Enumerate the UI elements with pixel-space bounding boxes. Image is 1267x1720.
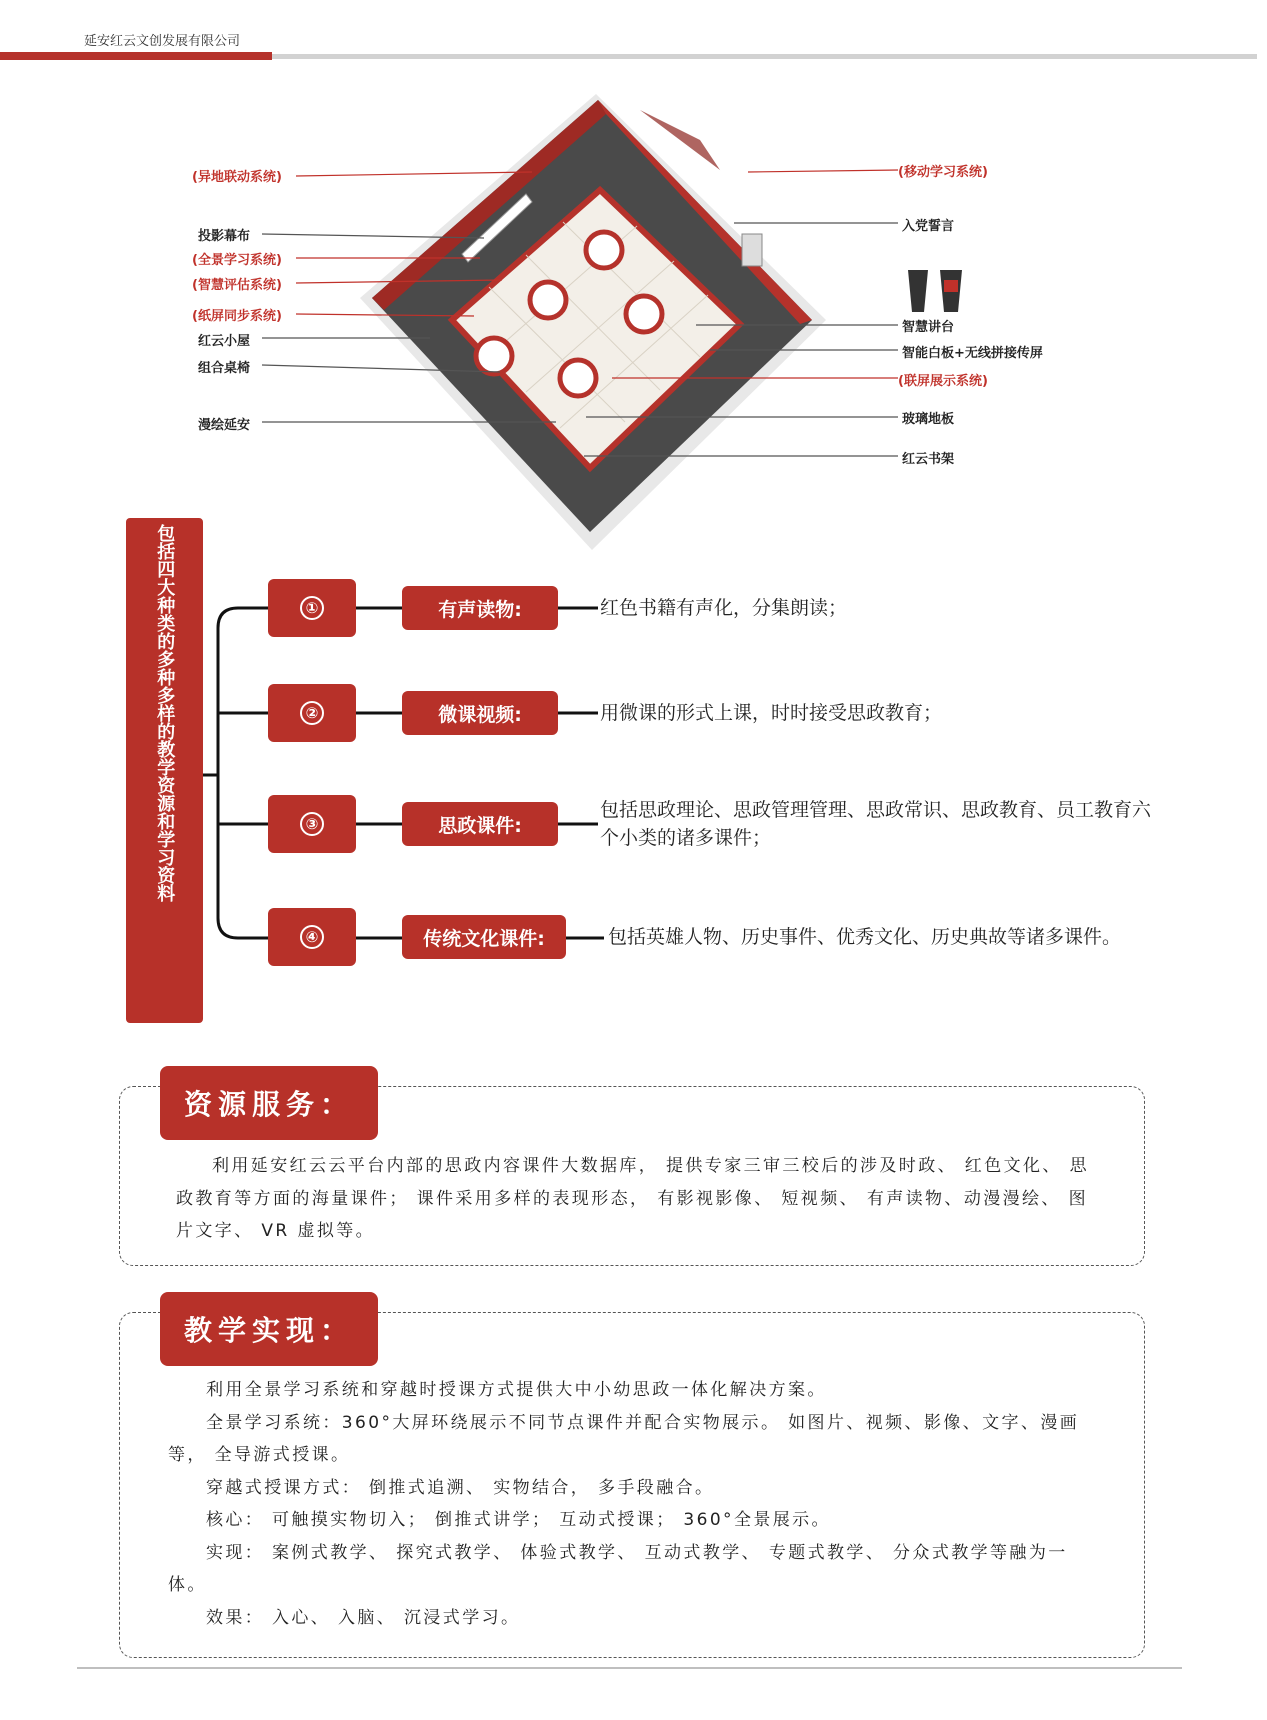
- teaching-text: [168, 1374, 1098, 1634]
- label-smart-podium: 智慧讲台: [902, 320, 955, 335]
- label-mobile-system: (移动学习系统): [898, 165, 988, 180]
- item-description-2: 用微课的形式上课，时时接受思政教育；: [600, 702, 943, 724]
- label-evaluation-system: (智慧评估系统): [192, 278, 282, 293]
- smart-podium-icon-a: [908, 270, 928, 312]
- label-bookshelf: 红云书架: [902, 452, 955, 467]
- label-smart-whiteboard: 智能白板+无线拼接传屏: [902, 346, 1043, 361]
- label-tables-chairs: 组合桌椅: [198, 361, 251, 376]
- teaching-paragraph-1: 利用全景学习系统和穿越时授课方式提供大中小幼思政一体化解决方案。: [206, 1380, 827, 1400]
- label-comic-yanan: 漫绘延安: [198, 418, 251, 433]
- label-remote-system: (异地联动系统): [192, 170, 282, 185]
- item-category-2: 微课视频:: [402, 691, 558, 735]
- teaching-paragraph-4: 核心： 可触摸实物切入； 倒推式讲学； 互动式授课； 360°全景展示。: [206, 1510, 831, 1530]
- classroom-diagram: [0, 80, 1267, 550]
- label-hongyun-cabin: 红云小屋: [198, 334, 251, 349]
- label-party-oath: 入党誓言: [902, 219, 955, 234]
- teaching-paragraph-3: 穿越式授课方式： 倒推式追溯、 实物结合， 多手段融合。: [206, 1477, 715, 1498]
- item-number-1: ①: [268, 579, 356, 637]
- item-category-3: 思政课件:: [402, 802, 558, 846]
- resource-service-text: [176, 1150, 1106, 1248]
- resource-service-title: 资源服务：: [160, 1066, 378, 1140]
- item-number-4: ④: [268, 908, 356, 966]
- footer-divider: [77, 1667, 1182, 1669]
- resources-vertical-title: 包括四大种类的多种多样的教学资源和学习资料: [126, 518, 203, 1023]
- label-projection-screen: 投影幕布: [198, 229, 251, 244]
- item-number-2: ②: [268, 684, 356, 742]
- label-multi-screen-system: (联屏展示系统): [898, 374, 988, 389]
- teaching-paragraph-6: 效果： 入心、 入脑、 沉浸式学习。: [206, 1607, 521, 1628]
- item-category-1: 有声读物:: [402, 586, 558, 630]
- classroom-illustration: [0, 80, 1267, 550]
- item-description-3: 包括思政理论、思政管理管理、思政常识、思政教育、员工教育六个小类的诸多课件；: [600, 799, 1152, 849]
- item-description-4: 包括英雄人物、历史事件、优秀文化、历史典故等诸多课件。: [608, 926, 1122, 948]
- teaching-title: 教学实现：: [160, 1292, 378, 1366]
- label-glass-floor: 玻璃地板: [902, 412, 955, 427]
- teaching-paragraph-5: 实现： 案例式教学、 探究式教学、 体验式教学、 互动式教学、 专题式教学、 分众式教学等融为一体。: [168, 1542, 1068, 1595]
- header-accent-bar: [0, 52, 272, 60]
- item-number-3: ③: [268, 795, 356, 853]
- label-paper-screen-system: (纸屏同步系统): [192, 309, 282, 324]
- header-divider: [272, 54, 1257, 59]
- item-category-4: 传统文化课件:: [402, 915, 566, 959]
- resource-service-paragraph: 利用延安红云云平台内部的思政内容课件大数据库， 提供专家三审三校后的涉及时政、 红色文化、 思政教育等方面的海量课件； 课件采用多样的表现形态， 有影视影像、 短视频、 有声读物、动漫漫绘、 图片文字、 VR 虚拟等。: [176, 1156, 1090, 1241]
- smart-podium-icon-b-screen: [944, 280, 958, 292]
- teaching-paragraph-2: 全景学习系统：360°大屏环绕展示不同节点课件并配合实物展示。 如图片、视频、影像、文字、漫画等， 全导游式授课。: [168, 1412, 1080, 1465]
- label-panorama-system: (全景学习系统): [192, 253, 282, 268]
- company-name: 延安红云文创发展有限公司: [84, 34, 241, 49]
- item-description-1: 红色书籍有声化，分集朗读；: [600, 597, 848, 619]
- podium: [742, 234, 762, 266]
